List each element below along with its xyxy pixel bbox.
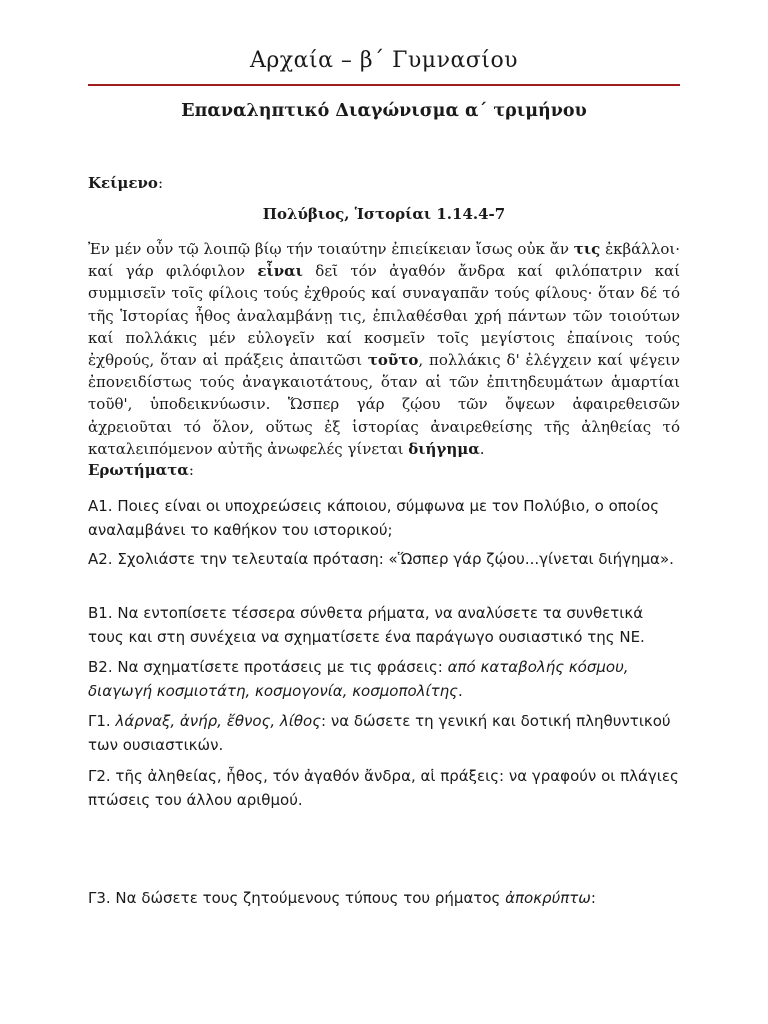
question-a2: Α2. Σχολιάστε την τελευταία πρόταση: «Ὥσπερ γάρ ζῴου...γίνεται διήγημα». <box>88 550 674 568</box>
question-g3-end: : <box>590 889 596 907</box>
passage-bold-word: εἶναι <box>257 262 303 281</box>
passage-part: ἐκβάλλοι· καί γάρ φιλόφιλον <box>88 240 681 281</box>
text-section-label: Κείμενο <box>88 174 158 192</box>
questions-section-heading <box>88 461 194 479</box>
questions-section-colon: : <box>188 461 194 479</box>
passage-part: , πολλάκις δ' ἐλέγχειν καί ψέγειν ἐπονειδίστως τούς ἀναγκαιοτάτους, ὅταν αἱ τῶν ἐπιτηδευμάτων ἁμαρτίαι τοῦθ', ὑποδεικνύωσιν. Ὥσπερ γάρ ζῴου τῶν ὄψεων ἀφαιρεθεισῶν ἀχρειοῦται τό ὅλον, οὕτως ἐξ ἱστορίας ἀναιρεθείσης τῆς ἀληθείας τό καταλειπόμενον αὐτῆς ἀνωφελές γίνεται <box>88 351 680 458</box>
question-g3 <box>88 887 680 911</box>
question-g1-end: : να δώσετε τη γενική και δοτική πληθυντικού των ουσιαστικών. <box>88 712 671 754</box>
question-g3-term: ἀποκρύπτω <box>505 889 591 907</box>
header-divider <box>88 84 680 86</box>
question-g1-lead: Γ1. <box>88 712 116 730</box>
passage-bold-word: τοῦτο <box>367 351 419 370</box>
page-header: Αρχαία – β΄ Γυμνασίου <box>249 48 519 73</box>
text-section-colon: : <box>157 174 163 192</box>
passage-part: . <box>479 439 485 458</box>
question-g1-terms: λάρναξ, ἀνήρ, ἔθνος, λίθος <box>115 712 322 730</box>
question-a1: Α1. Ποιες είναι οι υποχρεώσεις κάποιου, σύμφωνα με τον Πολύβιο, ο οποίος αναλαμβάνει το καθήκον του ιστορικού; <box>88 497 660 539</box>
question-g3-lead: Γ3. Να δώσετε τους ζητούμενους τύπους του ρήματος <box>88 889 506 907</box>
question-b2-lead: Β2. Να σχηματίσετε προτάσεις με τις φράσεις: <box>88 658 448 676</box>
question-g2: Γ2. τῆς ἀληθείας, ἦθος, τόν ἀγαθόν ἄνδρα, αἱ πράξεις: να γραφούν οι πλάγιες πτώσεις του άλλου αριθμού. <box>88 767 679 809</box>
passage-bold-word: διήγημα <box>408 439 480 458</box>
passage-part: δεῖ τόν ἀγαθόν ἄνδρα καί φιλόπατριν καί συμμισεῖν τοῖς φίλοις τούς ἐχθρούς καί συναγαπᾶν τούς φίλους· ὅταν δέ τό τῆς Ἱστορίας ἦθος ἀναλαμβάνῃ τις, ἐπιλαθέσθαι χρή πάντων τῶν τοιούτων καί πολλάκις μέν εὐλογεῖν καί κοσμεῖν τοῖς μεγίστοις ἐπαίνοις τούς ἐχθρούς, ὅταν αἱ πράξεις ἀπαιτῶσι <box>88 262 680 370</box>
exam-title: Επαναληπτικό Διαγώνισμα α΄ τριμήνου <box>181 101 587 121</box>
questions-section-label: Ερωτήματα <box>88 461 189 479</box>
ancient-greek-passage <box>88 238 680 460</box>
text-section-heading <box>88 174 163 192</box>
passage-part: Ἐν μέν οὖν τῷ λοιπῷ βίῳ τήν τοιαύτην ἐπιείκειαν ἴσως οὐκ ἄν <box>88 240 574 258</box>
question-b2-end: . <box>457 681 463 700</box>
question-g1 <box>88 710 680 757</box>
passage-bold-word: τις <box>573 240 601 258</box>
question-b2 <box>88 656 680 703</box>
question-b2-terms: από καταβολής κόσμου, διαγωγή κοσμιοτάτη, κοσμογονία, κοσμοπολίτης <box>88 658 629 700</box>
passage-source: Πολύβιος, Ἱστορίαι 1.14.4-7 <box>262 205 506 223</box>
question-b1: Β1. Να εντοπίσετε τέσσερα σύνθετα ρήματα, να αναλύσετε τα συνθετικά τους και στη συνέχεια να σχηματίσετε ένα παράγωγο ουσιαστικό της ΝΕ. <box>88 604 645 646</box>
